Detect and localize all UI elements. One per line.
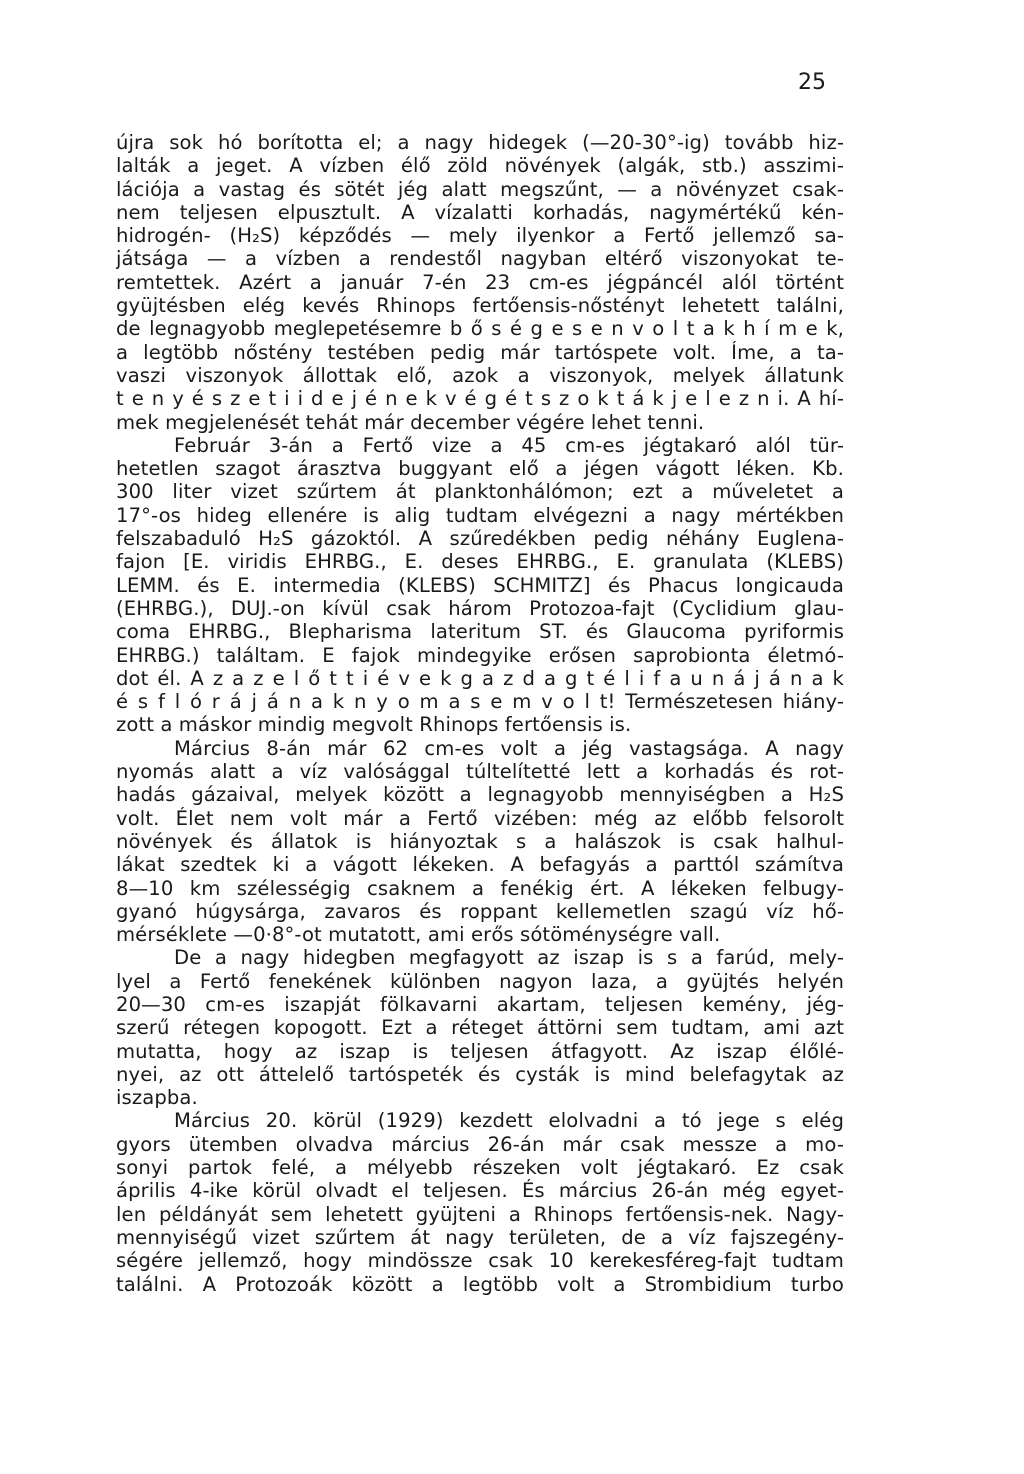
text-line: (EHRBG.), DUJ.-on kívül csak három Protozoa-fajt (Cyclidium glau-	[116, 596, 844, 620]
text-line: a legtöbb nőstény testében pedig már tartóspete volt. Íme, a ta-	[116, 340, 844, 364]
text-line: lalták a jeget. A vízben élő zöld növények (algák, stb.) asszimi-	[116, 154, 844, 178]
text-line: találni. A Protozoák között a legtöbb volt a Strombidium turbo	[116, 1272, 844, 1296]
text-line: Március 8-án már 62 cm-es volt a jég vastagsága. A nagy	[174, 736, 844, 760]
text-line: 300 liter vizet szűrtem át planktonhálómon; ezt a műveletet a	[116, 480, 844, 504]
text-line: nem teljesen elpusztult. A vízalatti korhadás, nagymértékű kén-	[116, 200, 844, 224]
text-line: t e n y é s z e t i i d e j é n e k v é g é t s z o k t á k j e l e z n i. A hí-	[116, 387, 844, 411]
text-line: április 4-ike körül olvadt el teljesen. És március 26-án még egyet-	[116, 1179, 844, 1203]
text-line: EHRBG.) találtam. E fajok mindegyike erősen saprobionta életmó-	[116, 643, 844, 667]
text-line: volt. Élet nem volt már a Fertő vizében: még az előbb felsorolt	[116, 806, 844, 830]
body-text	[116, 131, 844, 1296]
text-line: sonyi partok felé, a mélyebb részeken volt jégtakaró. Ez csak	[116, 1156, 844, 1180]
text-line: 20—30 cm-es iszapját fölkavarni akartam, teljesen kemény, jég-	[116, 992, 844, 1016]
text-line: de legnagyobb meglepetésemre b ő s é g e s e n v o l t a k h í m e k,	[116, 317, 844, 341]
text-line: hidrogén- (H₂S) képződés — mely ilyenkor a Fertő jellemző sa-	[116, 224, 844, 248]
text-line: mutatta, hogy az iszap is teljesen átfagyott. Az iszap élőlé-	[116, 1039, 844, 1063]
text-line: lákat szedtek ki a vágott lékeken. A befagyás a parttól számítva	[116, 853, 844, 877]
text-line: mek megjelenését tehát már december végére lehet tenni.	[116, 410, 705, 434]
text-line: len példányát sem lehetett gyüjteni a Rhinops fertőensis-nek. Nagy-	[116, 1202, 844, 1226]
text-line: fajon [E. viridis EHRBG., E. deses EHRBG., E. granulata (KLEBS)	[116, 550, 844, 574]
text-line: vaszi viszonyok állottak elő, azok a viszonyok, melyek állatunk	[116, 363, 844, 387]
text-line: nyomás alatt a víz valósággal túltelítetté lett a korhadás és rot-	[116, 760, 844, 784]
text-line: iszapba.	[116, 1086, 198, 1110]
text-line: mennyiségű vizet szűrtem át nagy területen, de a víz fajszegény-	[116, 1225, 844, 1249]
text-line: mérséklete —0·8°-ot mutatott, ami erős sótöménységre vall.	[116, 923, 721, 947]
text-line: szerű rétegen kopogott. Ezt a réteget áttörni sem tudtam, ami azt	[116, 1016, 844, 1040]
text-line: felszabaduló H₂S gázoktól. A szűredékben pedig néhány Euglena-	[116, 527, 844, 551]
text-line: LEMM. és E. intermedia (KLEBS) SCHMITZ] és Phacus longicauda	[116, 573, 844, 597]
text-line: gyors ütemben olvadva március 26-án már csak messze a mo-	[116, 1132, 844, 1156]
text-line: é s f l ó r á j á n a k n y o m a s e m v o l t! Természetesen hiány-	[116, 690, 844, 714]
text-line: hadás gázaival, melyek között a legnagyobb mennyiségben a H₂S	[116, 783, 844, 807]
text-line: zott a máskor mindig megvolt Rhinops fertőensis is.	[116, 713, 632, 737]
text-line: növények és állatok is hiányoztak s a halászok is csak halhul-	[116, 829, 844, 853]
text-line: gyanó húgysárga, zavaros és roppant kellemetlen szagú víz hő-	[116, 899, 844, 923]
page-number: 25	[798, 70, 826, 95]
text-line: 17°-os hideg ellenére is alig tudtam elvégezni a nagy mértékben	[116, 503, 844, 527]
text-line: nyei, az ott áttelelő tartóspeték és cysták is mind belefagytak az	[116, 1062, 844, 1086]
text-line: coma EHRBG., Blepharisma lateritum ST. és Glaucoma pyriformis	[116, 620, 844, 644]
text-line: gyüjtésben elég kevés Rhinops fertőensis-nőstényt lehetett találni,	[116, 294, 844, 318]
text-line: remtettek. Azért a január 7-én 23 cm-es jégpáncél alól történt	[116, 270, 844, 294]
text-line: újra sok hó borította el; a nagy hidegek (—20-30°-ig) tovább hiz-	[116, 131, 844, 154]
text-line: dot él. A z a z e l ő t t i é v e k g a z d a g t é l i f a u n á j á n a k	[116, 666, 844, 690]
text-line: Március 20. körül (1929) kezdett elolvadni a tó jege s elég	[174, 1109, 844, 1133]
text-line: De a nagy hidegben megfagyott az iszap is s a farúd, mely-	[174, 946, 844, 970]
text-line: ségére jellemző, hogy mindössze csak 10 kerekesféreg-fajt tudtam	[116, 1249, 844, 1273]
text-line: lyel a Fertő fenekének különben nagyon laza, a gyüjtés helyén	[116, 969, 844, 993]
text-line: hetetlen szagot árasztva buggyant elő a jégen vágott léken. Kb.	[116, 457, 844, 481]
text-line: lációja a vastag és sötét jég alatt megszűnt, — a növényzet csak-	[116, 177, 844, 201]
text-line: Február 3-án a Fertő vize a 45 cm-es jégtakaró alól tür-	[174, 433, 844, 457]
text-line: 8—10 km szélességig csaknem a fenékig ért. A lékeken felbugy-	[116, 876, 844, 900]
text-line: játsága — a vízben a rendestől nagyban eltérő viszonyokat te-	[116, 247, 844, 271]
